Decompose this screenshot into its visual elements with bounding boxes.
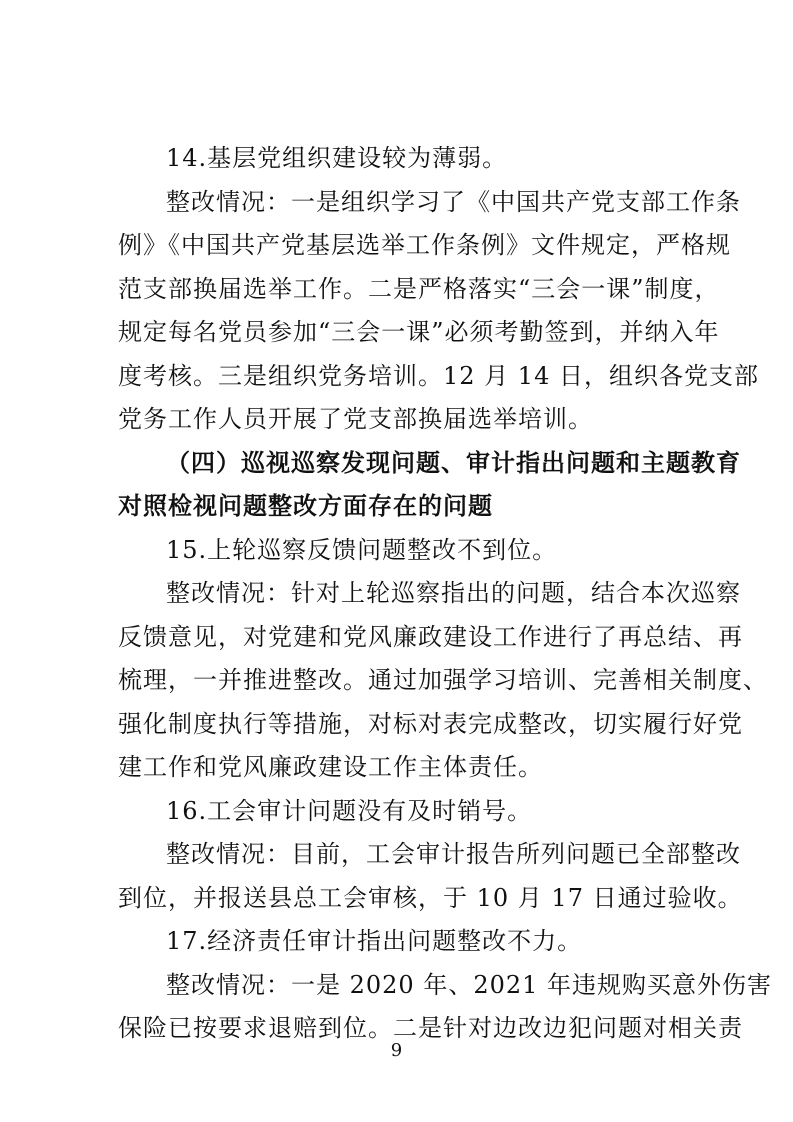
paragraph-line: 反馈意见，对党建和党风廉政建设工作进行了再总结、再 — [118, 623, 743, 651]
paragraph-line: 整改情况：针对上轮巡察指出的问题，结合本次巡察 — [166, 579, 741, 607]
paragraph-line: 整改情况：一是组织学习了《中国共产党支部工作条 — [166, 188, 741, 216]
paragraph-line: 规定每名党员参加“三会一课”必须考勤签到，并纳入年 — [118, 318, 720, 346]
paragraph-line: 整改情况：一是 2020 年、2021 年违规购买意外伤害 — [166, 971, 773, 999]
paragraph-line: 到位，并报送县总工会审核，于 10 月 17 日通过验收。 — [118, 884, 743, 912]
paragraph-line: 整改情况：目前，工会审计报告所列问题已全部整改 — [166, 840, 741, 868]
section-4-heading-cont: 对照检视问题整改方面存在的问题 — [118, 491, 493, 520]
item-16-heading: 16.工会审计问题没有及时销号。 — [166, 797, 533, 825]
item-14-heading: 14.基层党组织建设较为薄弱。 — [166, 144, 508, 172]
paragraph-line: 强化制度执行等措施，对标对表完成整改，切实履行好党 — [118, 710, 743, 738]
section-4-heading: （四）巡视巡察发现问题、审计指出问题和主题教育 — [166, 448, 741, 477]
paragraph-line: 保险已按要求退赔到位。二是针对边改边犯问题对相关责 — [118, 1014, 743, 1042]
item-17-heading: 17.经济责任审计指出问题整改不力。 — [166, 927, 583, 955]
paragraph-line: 建工作和党风廉政建设工作主体责任。 — [118, 753, 543, 781]
page-number: 9 — [390, 1040, 403, 1061]
paragraph-line: 范支部换届选举工作。二是严格落实“三会一课”制度， — [118, 275, 720, 303]
paragraph-line: 党务工作人员开展了党支部换届选举培训。 — [118, 405, 593, 433]
item-15-heading: 15.上轮巡察反馈问题整改不到位。 — [166, 536, 558, 564]
paragraph-line: 度考核。三是组织党务培训。12 月 14 日，组织各党支部 — [118, 362, 759, 390]
paragraph-line: 例》《中国共产党基层选举工作条例》文件规定，严格规 — [118, 231, 731, 259]
paragraph-line: 梳理，一并推进整改。通过加强学习培训、完善相关制度、 — [118, 666, 768, 694]
